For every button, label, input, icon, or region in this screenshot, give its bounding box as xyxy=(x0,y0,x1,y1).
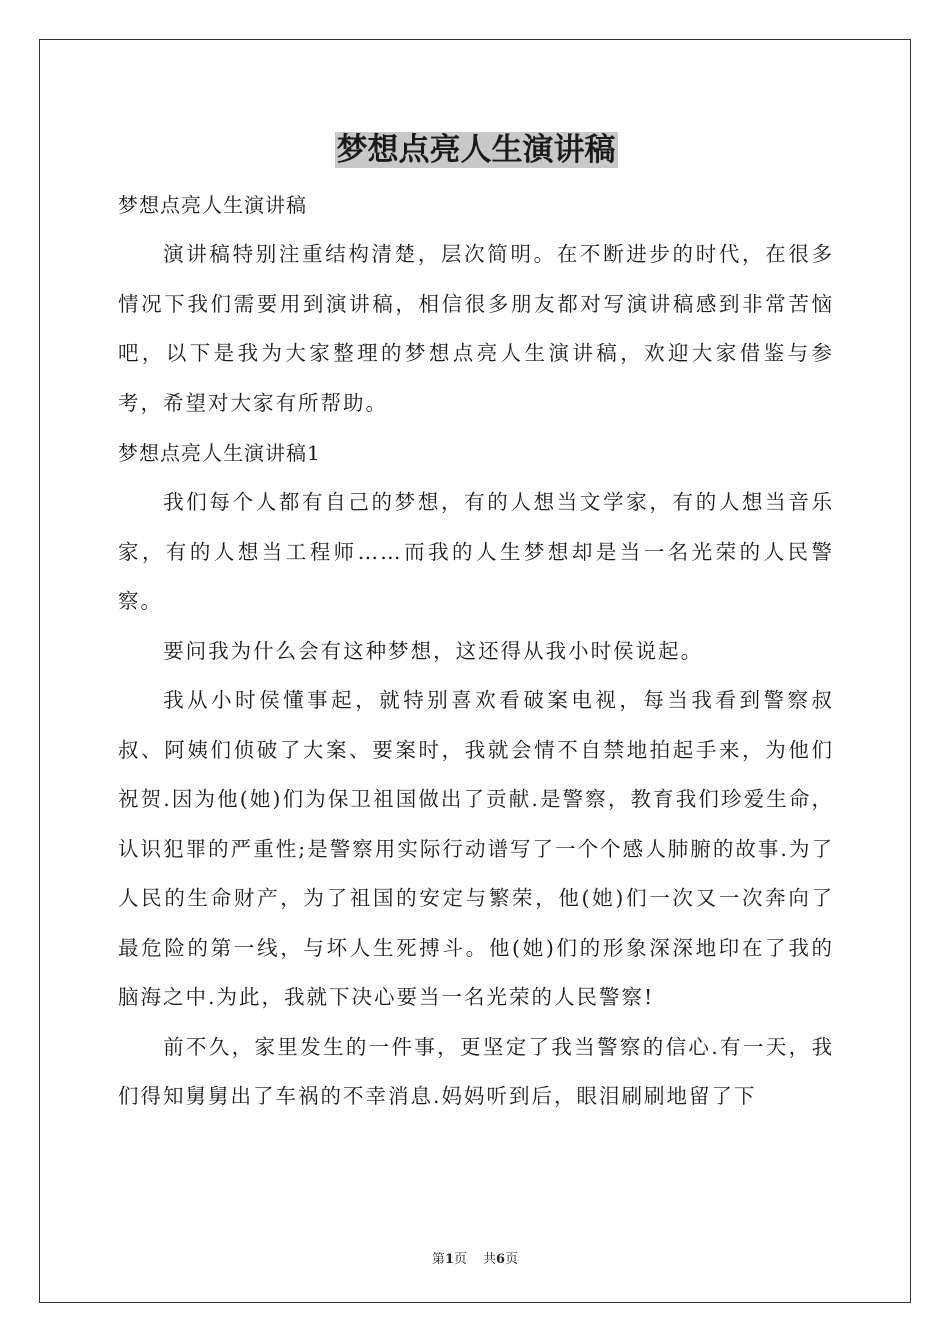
page-number-prefix: 第 xyxy=(431,1252,445,1267)
document-title xyxy=(118,126,834,174)
page-footer xyxy=(0,1248,950,1267)
document-subtitle: 梦想点亮人生演讲稿 xyxy=(118,193,307,217)
current-page-number: 1 xyxy=(444,1252,454,1267)
total-pages-suffix: 页 xyxy=(505,1252,519,1267)
body-paragraph: 我们每个人都有自己的梦想，有的人想当文学家，有的人想当音乐家，有的人想当工程师……而我的人生梦想却是当一名光荣的人民警察。 xyxy=(118,490,834,613)
section-heading: 梦想点亮人生演讲稿1 xyxy=(118,441,321,465)
body-paragraph: 前不久，家里发生的一件事，更坚定了我当警察的信心.有一天，我们得知舅舅出了车祸的不幸消息.妈妈听到后，眼泪刷刷地留了下 xyxy=(118,1034,834,1108)
intro-paragraph: 演讲稿特别注重结构清楚，层次简明。在不断进步的时代，在很多情况下我们需要用到演讲稿，相信很多朋友都对写演讲稿感到非常苦恼吧，以下是我为大家整理的梦想点亮人生演讲稿，欢迎大家借鉴与参考，希望对大家有所帮助。 xyxy=(118,242,834,415)
document-body xyxy=(118,126,834,1122)
total-pages-number: 6 xyxy=(496,1252,506,1267)
body-paragraph: 要问我为什么会有这种梦想，这还得从我小时侯说起。 xyxy=(163,638,704,663)
total-pages-prefix: 共 xyxy=(483,1252,497,1267)
body-paragraph: 我从小时侯懂事起，就特别喜欢看破案电视，每当我看到警察叔叔、阿姨们侦破了大案、要案时，我就会情不自禁地拍起手来，为他们祝贺.因为他(她)们为保卫祖国做出了贡献.是警察，教育我们珍爱生命，认识犯罪的严重性;是警察用实际行动谱写了一个个感人肺腑的故事.为了人民的生命财产，为了祖国的安定与繁荣，他(她)们一次又一次奔向了最危险的第一线，与坏人生死搏斗。他(她)们的形象深深地印在了我的脑海之中.为此，我就下决心要当一名光荣的人民警察! xyxy=(118,688,834,1009)
document-title-text: 梦想点亮人生演讲稿 xyxy=(336,132,616,168)
page-number-suffix: 页 xyxy=(453,1252,467,1267)
